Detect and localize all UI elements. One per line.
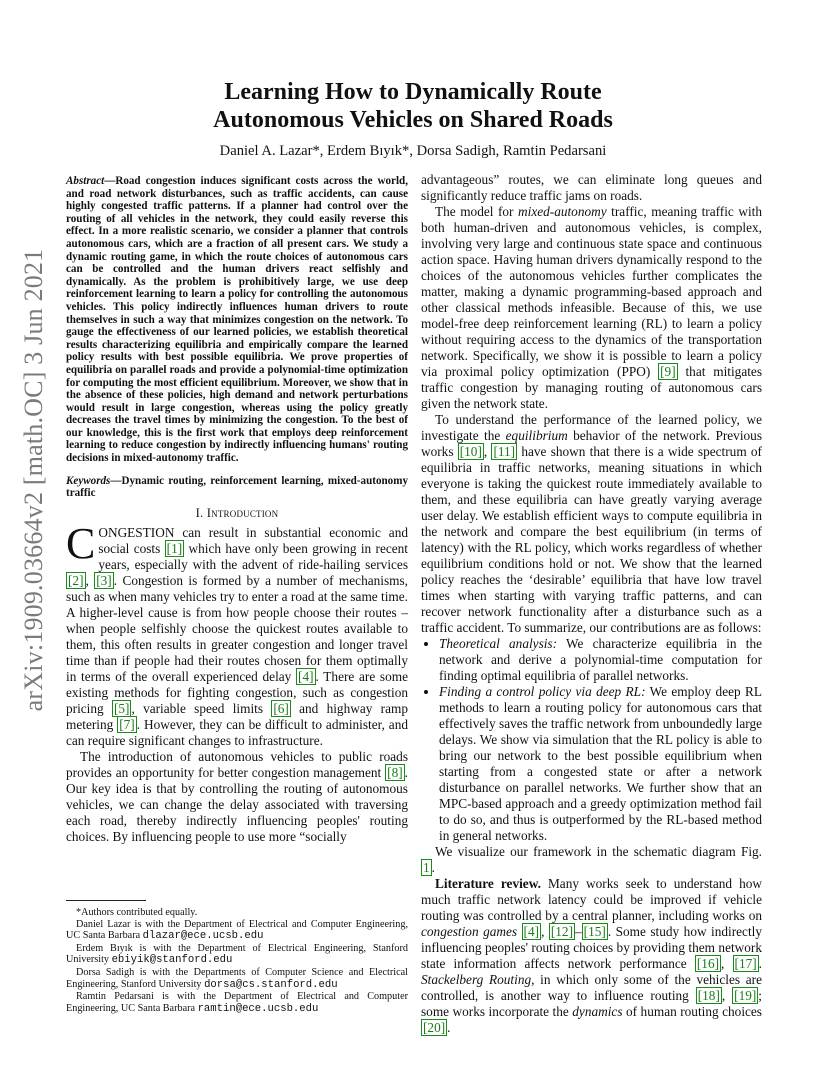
text-run	[517, 924, 521, 939]
citation-link[interactable]: [2]	[68, 572, 84, 588]
citation-link[interactable]: [5]	[113, 700, 130, 716]
text-run: .	[431, 860, 435, 875]
intro-paragraph-2	[66, 749, 408, 845]
citation-link[interactable]: [20]	[423, 1020, 446, 1035]
figure-link[interactable]: 1	[423, 860, 430, 875]
text-run: , variable speed limits	[131, 700, 272, 716]
footnote-text: Daniel Lazar is with the Department of Electrical and Computer Engineering, UC Santa Barbara	[66, 918, 408, 942]
run-in-heading: Literature review.	[435, 876, 541, 891]
citation-link[interactable]: [4]	[523, 924, 540, 939]
citation-link[interactable]: [6]	[273, 700, 289, 716]
text-run: We characterize equilibria in the network and derive a polynomial-time computation for finding optimal equilibria of parallel networks.	[439, 636, 763, 683]
contribution-item	[439, 636, 762, 684]
title-line-1: Learning How to Dynamically Route	[224, 79, 602, 105]
footnote-equal-contribution: *Authors contributed equally.	[76, 907, 198, 918]
text-run: that mitigates traffic congestion by managing routing of autonomous cars given the network state.	[421, 364, 762, 411]
keywords-label: Keywords	[66, 474, 111, 487]
footnote-text: Ramtin Pedarsani is with the Department of Electrical and Computer Engineering, UC Santa Barbara	[66, 991, 408, 1014]
footnote-rule	[66, 900, 146, 901]
drop-cap: C	[66, 518, 96, 568]
literature-review-paragraph	[421, 876, 762, 1036]
text-run: .	[447, 1020, 451, 1035]
citation-link[interactable]: [7]	[119, 716, 135, 732]
author-list: Daniel A. Lazar*, Erdem Bıyık*, Dorsa Sadigh, Ramtin Pedarsani	[219, 143, 607, 159]
text-run: We employ deep RL methods to learn a routing policy for autonomous cars that effectively saves the traffic network from unboundedly large delays. We show via simulation that the RL policy is able to bring our network to the best possible equilibrium when starting from a congested state or after a network disturbance on parallel networks. We further show that an MPC-based approach and a greedy optimization method fail to do so, and thus is outperformed by the RL-based method in general networks.	[439, 684, 762, 843]
emphasis: dynamics	[572, 1004, 623, 1019]
text-run: Many works seek to understand how much traffic network latency could be improved if vehicle routing was controlled by a central planner, including works on	[421, 876, 763, 923]
citation-link[interactable]: [19]	[734, 988, 757, 1003]
text-run: .	[758, 956, 762, 971]
email-link[interactable]: dlazar@ece.ucsb.edu	[142, 930, 264, 943]
text-run: of human routing choices	[622, 1004, 762, 1019]
left-column	[66, 175, 408, 845]
text-run: ,	[541, 924, 549, 939]
email-link[interactable]: ebiyik@stanford.edu	[111, 954, 233, 967]
footnotes	[66, 900, 408, 1015]
email-link[interactable]: dorsa@cs.stanford.edu	[204, 978, 338, 991]
footnote-pedarsani	[66, 991, 408, 1015]
text-run: –	[575, 924, 582, 939]
emphasis: Theoretical analysis:	[439, 636, 558, 651]
text-run: behavior of the network. Previous works	[421, 428, 762, 459]
intro-paragraph-1	[66, 518, 409, 749]
citation-link[interactable]: [9]	[660, 364, 676, 379]
citation-link[interactable]: [17]	[734, 956, 757, 971]
abstract	[66, 175, 408, 465]
citation-link[interactable]: [16]	[696, 956, 720, 971]
footnote-lazar	[66, 919, 408, 943]
text-run: can result in substantial economic and social costs	[98, 524, 408, 556]
arxiv-identifier: arXiv:1909.03664v2 [math.OC] 3 Jun 2021	[19, 248, 48, 712]
text-run: traffic, meaning traffic with both human-driven and autonomous vehicles, is complex, involving very large and continuous state space and continuous action space. Having human drivers dynamically respond to the choices of the autonomous vehicles further complicates the matter, making a dynamic programming-based approach and other classical methods infeasible. Because of this, we use model-free deep reinforcement learning (RL) to learn a policy without requiring access to the dynamics of the transportation network. Specifically, we show it is possible to learn a policy via proximal policy optimization (PPO)	[421, 204, 762, 379]
citation-link[interactable]: [1]	[166, 540, 183, 556]
citation-link[interactable]: [12]	[550, 924, 574, 939]
emphasis: mixed-autonomy	[518, 204, 607, 219]
keywords-text: —Dynamic routing, reinforcement learning, mixed-autonomy traffic	[66, 474, 408, 500]
citation-link[interactable]: [3]	[96, 572, 112, 588]
text-run: . Our key idea is that by controlling the routing of autonomous vehicles, we can change the delay associated with traversing each road, thereby indirectly influencing peoples' routing choices. By influencing people to use more “socially	[66, 764, 408, 844]
text-run: ,	[721, 988, 733, 1003]
intro-lead-word: ONGESTION	[98, 524, 175, 540]
email-link[interactable]: ramtin@ece.ucsb.edu	[197, 1002, 319, 1015]
abstract-label: Abstract	[66, 175, 105, 187]
right-paragraph-2	[421, 412, 762, 636]
citation-link[interactable]: [10]	[459, 444, 482, 459]
title-line-2: Autonomous Vehicles on Shared Roads	[213, 107, 613, 133]
right-paragraph-0: advantageous” routes, we can eliminate long queues and significantly reduce traffic jams on roads.	[421, 172, 762, 203]
footnote-text: Erdem Bıyık is with the Department of Electrical Engineering, Stanford University	[66, 942, 408, 966]
footnote-text: Dorsa Sadigh is with the Departments of Computer Science and Electrical Engineering, Stanford University	[66, 966, 408, 990]
right-paragraph-3	[421, 844, 762, 876]
abstract-text: —Road congestion induces significant costs across the world, and road network disturbances, such as traffic accidents, can cause highly congested traffic patterns. If a planner had control over the routing of all vehicles in the network, they could easily reverse this effect. In a more realistic scenario, we consider a planner that controls autonomous cars, which are a fraction of all present cars. We study a dynamic routing game, in which the route choices of autonomous cars can be controlled and the human drivers react selfishly and dynamically. As the problem is prohibitively large, we use deep reinforcement learning to learn a policy for controlling the autonomous vehicles. This policy indirectly influences human drivers to route themselves in such a way that minimizes congestion on the network. To gauge the effectiveness of our learned policies, we establish theoretical results characterizing equilibria and empirically compare the learned policy results with best possible equilibria. We prove properties of equilibria on parallel roads and provide a polynomial-time optimization for computing the most efficient equilibrium. Moreover, we show that in the absence of these policies, high demand and network perturbations would result in large congestion, whereas using the policy greatly decreases the travel times by minimizing the congestion. To the best of our knowledge, this is the first work that employs deep reinforcement learning to reduce congestion by indirectly influencing humans' routing decisions in mixed-autonomy traffic.	[66, 175, 408, 465]
footnote-biyik	[66, 943, 408, 967]
citation-link[interactable]: [18]	[697, 988, 720, 1003]
citation-link[interactable]: [15]	[583, 924, 606, 939]
text-run: ; some works incorporate the	[421, 988, 762, 1019]
text-run: We visualize our framework in the schematic diagram Fig.	[435, 844, 762, 859]
citation-link[interactable]: [4]	[298, 668, 314, 684]
text-run: ,	[483, 444, 492, 459]
text-run: The model for	[435, 204, 519, 219]
footnote-sadigh	[66, 967, 408, 991]
emphasis: Stackelberg Routing	[421, 972, 532, 987]
text-run: ,	[721, 956, 733, 971]
text-run: and highway ramp metering	[66, 700, 408, 732]
text-run: have shown that there is a wide spectrum of equilibria in traffic networks, meaning situations in which everyone is taking the quickest route immediately available to them, and these equilibria can have greatly varying average user delay. We establish efficient ways to compute equilibria in the network and compare the best equilibrium (in terms of latency) with the RL policy, which works regardless of whether equilibrium conditions hold or not. We show that the learned policy reaches the ‘desirable’ equilibria that have low travel times when starting with varying traffic patterns, and can recover network functionality after a disturbance such as a traffic accident. To summarize, our contributions are as follows:	[421, 444, 762, 635]
right-column	[421, 172, 762, 1036]
emphasis: congestion games	[421, 924, 518, 939]
contributions-list	[421, 636, 762, 844]
contribution-item	[439, 684, 762, 844]
right-paragraph-1	[421, 204, 762, 412]
text-run: . Congestion is formed by a number of mechanisms, such as when many vehicles try to enter a road at the same time. A higher-level cause is from how people choose their routes – when people selfishly choose the quickest routes available to them, this often results in greater congestion and longer travel time than if people had their routes chosen for them optimally in terms of the overall experienced delay	[66, 572, 408, 684]
text-run: . However, they can be difficult to administer, and can require significant changes to infrastructure.	[66, 716, 408, 748]
text-run: ,	[85, 572, 95, 588]
paper-title	[120, 78, 706, 134]
text-run: . Some study how indirectly influencing peoples' routing choices by providing them network state information affects network performance	[421, 924, 762, 971]
text-run: The introduction of autonomous vehicles to public roads provides an opportunity for better congestion management	[66, 748, 408, 780]
text-run: which have only been growing in recent years, especially with the advent of ride-hailing services	[98, 540, 409, 572]
emphasis: equilibrium	[505, 428, 568, 443]
citation-link[interactable]: [11]	[493, 444, 516, 459]
text-run: . There are some existing methods for fighting congestion, such as congestion pricing	[66, 668, 409, 716]
text-run: , in which only some of the vehicles are controlled, is another way to influence routing	[421, 972, 762, 1003]
text-run: To understand the performance of the learned policy, we investigate the	[421, 412, 762, 443]
keywords	[66, 475, 408, 500]
citation-link[interactable]: [8]	[387, 764, 403, 780]
section-heading-introduction: I. Introduction	[195, 505, 279, 520]
emphasis: Finding a control policy via deep RL:	[439, 684, 646, 699]
arxiv-identifier-margin	[14, 248, 54, 712]
